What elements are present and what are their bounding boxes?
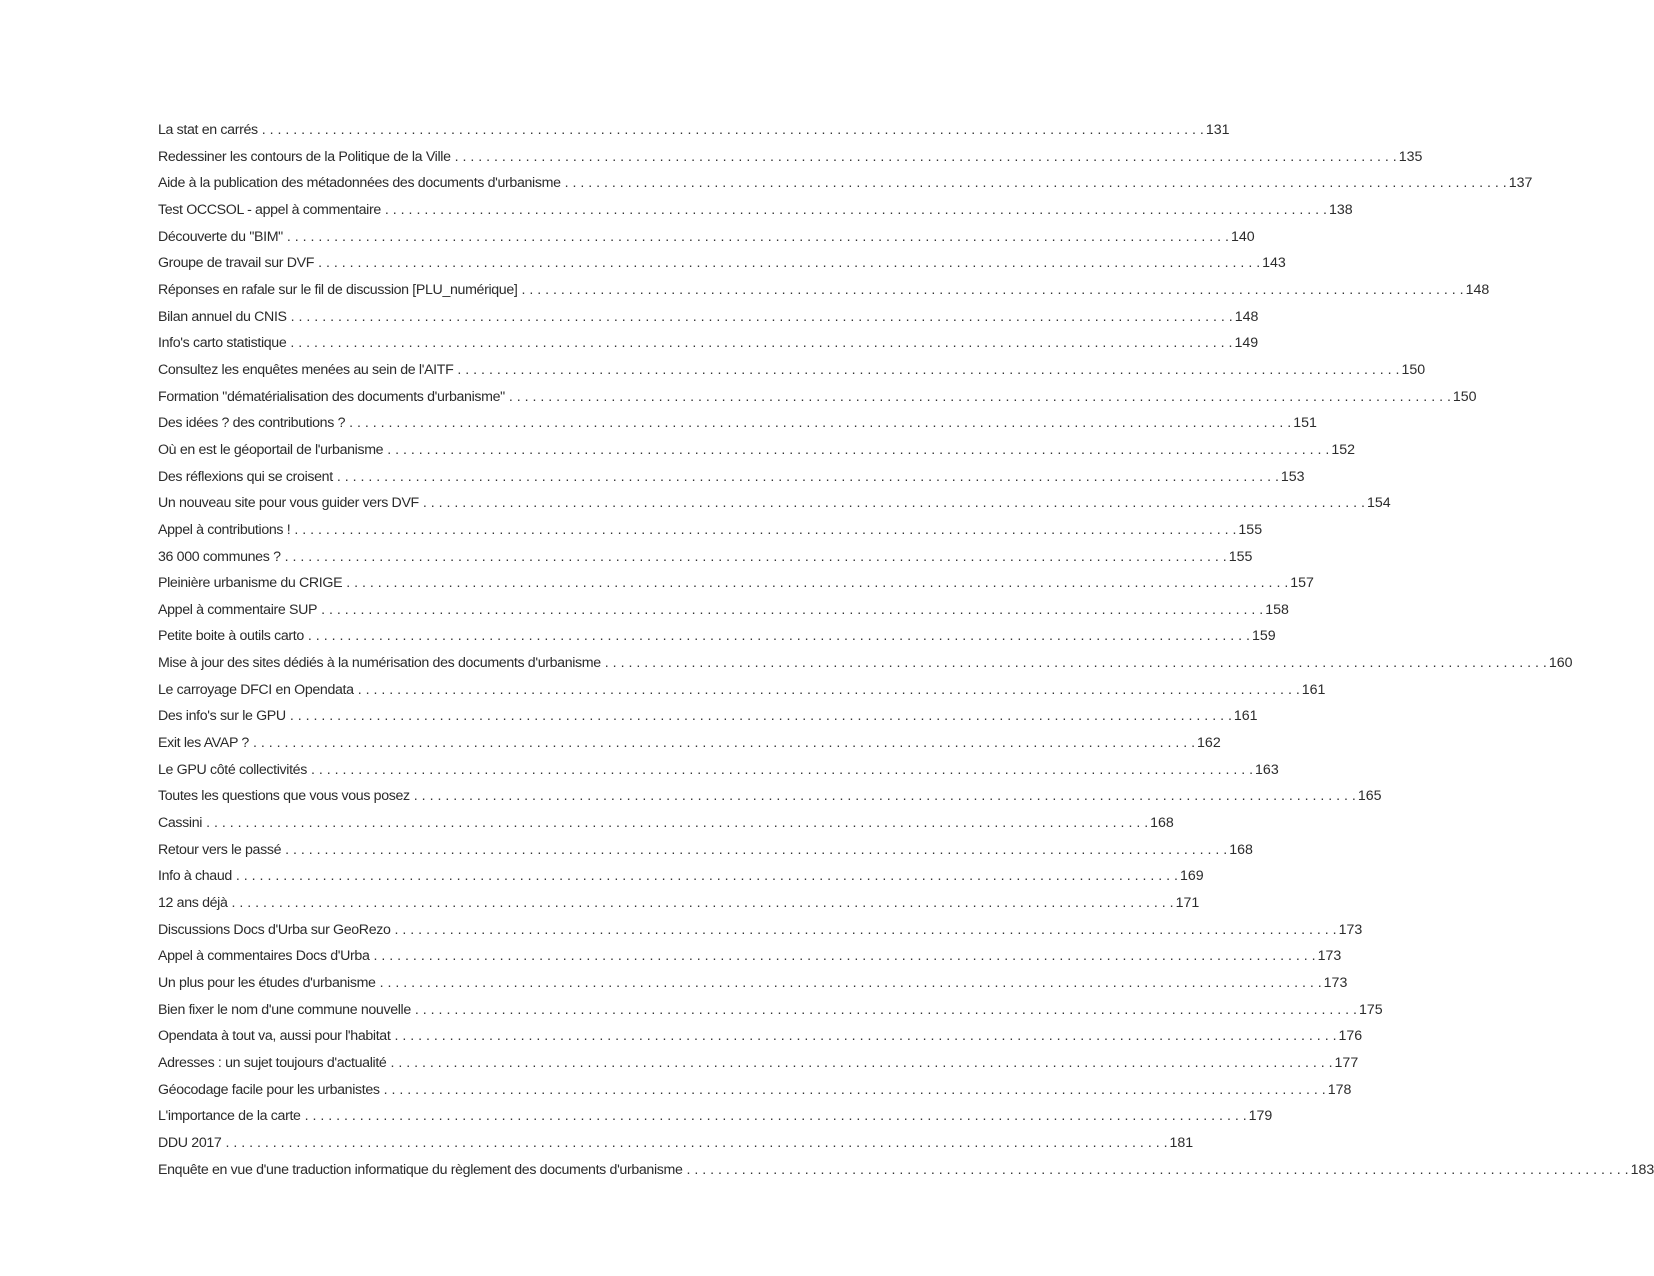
dot-leader: . . . . . . . . . . . . . . . . . . . . . . . . . . . . . . . . . . . . . . . . . . . . . . . . . . . . . . . . . . . . . . . . . . . . . . . . . . . . . . . . . . . . . . . . . . . . . . . . . . . . . . . . . . . . . . . . . . . . . . . . [346, 575, 1289, 592]
toc-entry[interactable] [158, 468, 1305, 496]
toc-entry-page-number: 157 [1290, 575, 1314, 592]
toc-entry[interactable] [158, 521, 1263, 549]
toc-entry-page-number: 171 [1175, 895, 1200, 912]
toc-entry-page-number: 181 [1169, 1134, 1194, 1151]
toc-entry[interactable] [158, 1054, 1359, 1082]
toc-entry-title: Groupe de travail sur DVF [158, 255, 315, 272]
toc-entry-page-number: 161 [1233, 708, 1258, 725]
toc-entry-title: 12 ans déjà [158, 895, 228, 912]
toc-entry[interactable] [158, 201, 1353, 229]
toc-entry[interactable] [158, 255, 1286, 282]
toc-entry-page-number: 160 [1548, 655, 1573, 672]
toc-entry-title: Consultez les enquêtes menées au sein de l'AITF [158, 361, 454, 378]
toc-entry-title: Réponses en rafale sur le fil de discussion [PLU_numérique] [158, 281, 518, 298]
toc-entry-page-number: 152 [1331, 441, 1355, 458]
toc-entry-title: Retour vers le passé [158, 841, 282, 858]
toc-entry-title: Discussions Docs d'Urba sur GeoRezo [158, 921, 391, 938]
toc-entry[interactable] [158, 601, 1289, 629]
dot-leader: . . . . . . . . . . . . . . . . . . . . . . . . . . . . . . . . . . . . . . . . . . . . . . . . . . . . . . . . . . . . . . . . . . . . . . . . . . . . . . . . . . . . . . . . . . . . . . . . . . . . . . . . . . . . . . . . . . . . . . . . [373, 948, 1316, 965]
toc-entry-title: Bilan annuel du CNIS [158, 308, 287, 325]
dot-leader: . . . . . . . . . . . . . . . . . . . . . . . . . . . . . . . . . . . . . . . . . . . . . . . . . . . . . . . . . . . . . . . . . . . . . . . . . . . . . . . . . . . . . . . . . . . . . . . . . . . . . . . . . . . . . . . . . . . . . . . . [285, 841, 1228, 858]
toc-entry-page-number: 135 [1398, 148, 1423, 165]
toc-entry-page-number: 155 [1238, 521, 1263, 538]
toc-entry[interactable] [158, 1161, 1654, 1189]
toc-entry-page-number: 177 [1334, 1054, 1359, 1071]
dot-leader: . . . . . . . . . . . . . . . . . . . . . . . . . . . . . . . . . . . . . . . . . . . . . . . . . . . . . . . . . . . . . . . . . . . . . . . . . . . . . . . . . . . . . . . . . . . . . . . . . . . . . . . . . . . . . . . . . . . . . . . . [336, 468, 1279, 485]
dot-leader: . . . . . . . . . . . . . . . . . . . . . . . . . . . . . . . . . . . . . . . . . . . . . . . . . . . . . . . . . . . . . . . . . . . . . . . . . . . . . . . . . . . . . . . . . . . . . . . . . . . . . . . . . . . . . . . . . . . . . . . . [387, 441, 1330, 458]
toc-entry-page-number: 143 [1262, 255, 1286, 272]
toc-entry-page-number: 137 [1508, 175, 1533, 192]
toc-entry-title: Enquête en vue d'une traduction informatique du règlement des documents d'urbanisme [158, 1161, 683, 1178]
toc-entry-title: Exit les AVAP ? [158, 735, 249, 752]
toc-entry-title: Opendata à tout va, aussi pour l'habitat [158, 1028, 391, 1045]
toc-entry[interactable] [158, 841, 1253, 869]
toc-entry-page-number: 148 [1465, 281, 1490, 298]
toc-entry-title: Le GPU côté collectivités [158, 761, 307, 778]
dot-leader: . . . . . . . . . . . . . . . . . . . . . . . . . . . . . . . . . . . . . . . . . . . . . . . . . . . . . . . . . . . . . . . . . . . . . . . . . . . . . . . . . . . . . . . . . . . . . . . . . . . . . . . . . . . . . . . . . . . . . . . . [206, 815, 1149, 832]
toc-entry[interactable] [158, 548, 1253, 576]
toc-entry-title: Test OCCSOL - appel à commentaire [158, 201, 381, 218]
toc-entry-page-number: 158 [1265, 601, 1289, 618]
toc-entry-title: Pleinière urbanisme du CRIGE [158, 575, 343, 592]
dot-leader: . . . . . . . . . . . . . . . . . . . . . . . . . . . . . . . . . . . . . . . . . . . . . . . . . . . . . . . . . . . . . . . . . . . . . . . . . . . . . . . . . . . . . . . . . . . . . . . . . . . . . . . . . . . . . . . . . . . . . . . . [394, 1028, 1337, 1045]
dot-leader: . . . . . . . . . . . . . . . . . . . . . . . . . . . . . . . . . . . . . . . . . . . . . . . . . . . . . . . . . . . . . . . . . . . . . . . . . . . . . . . . . . . . . . . . . . . . . . . . . . . . . . . . . . . . . . . . . . . . . . . . [286, 228, 1229, 245]
toc-entry-title: Géocodage facile pour les urbanistes [158, 1081, 380, 1098]
toc-entry[interactable] [158, 948, 1342, 975]
toc-entry[interactable] [158, 681, 1326, 709]
dot-leader: . . . . . . . . . . . . . . . . . . . . . . . . . . . . . . . . . . . . . . . . . . . . . . . . . . . . . . . . . . . . . . . . . . . . . . . . . . . . . . . . . . . . . . . . . . . . . . . . . . . . . . . . . . . . . . . . . . . . . . . . [290, 335, 1233, 352]
dot-leader: . . . . . . . . . . . . . . . . . . . . . . . . . . . . . . . . . . . . . . . . . . . . . . . . . . . . . . . . . . . . . . . . . . . . . . . . . . . . . . . . . . . . . . . . . . . . . . . . . . . . . . . . . . . . . . . . . . . . . . . . [454, 148, 1397, 165]
toc-entry[interactable] [158, 975, 1348, 1002]
dot-leader: . . . . . . . . . . . . . . . . . . . . . . . . . . . . . . . . . . . . . . . . . . . . . . . . . . . . . . . . . . . . . . . . . . . . . . . . . . . . . . . . . . . . . . . . . . . . . . . . . . . . . . . . . . . . . . . . . . . . . . . . [384, 201, 1327, 218]
dot-leader: . . . . . . . . . . . . . . . . . . . . . . . . . . . . . . . . . . . . . . . . . . . . . . . . . . . . . . . . . . . . . . . . . . . . . . . . . . . . . . . . . . . . . . . . . . . . . . . . . . . . . . . . . . . . . . . . . . . . . . . . [457, 361, 1400, 378]
dot-leader: . . . . . . . . . . . . . . . . . . . . . . . . . . . . . . . . . . . . . . . . . . . . . . . . . . . . . . . . . . . . . . . . . . . . . . . . . . . . . . . . . . . . . . . . . . . . . . . . . . . . . . . . . . . . . . . . . . . . . . . . [284, 548, 1227, 565]
toc-entry-page-number: 161 [1301, 681, 1326, 698]
dot-leader: . . . . . . . . . . . . . . . . . . . . . . . . . . . . . . . . . . . . . . . . . . . . . . . . . . . . . . . . . . . . . . . . . . . . . . . . . . . . . . . . . . . . . . . . . . . . . . . . . . . . . . . . . . . . . . . . . . . . . . . . [289, 708, 1232, 725]
toc-entry-page-number: 173 [1338, 921, 1363, 938]
toc-entry-title: Un plus pour les études d'urbanisme [158, 975, 376, 991]
toc-entry[interactable] [158, 628, 1276, 655]
toc-entry[interactable] [158, 148, 1423, 176]
dot-leader: . . . . . . . . . . . . . . . . . . . . . . . . . . . . . . . . . . . . . . . . . . . . . . . . . . . . . . . . . . . . . . . . . . . . . . . . . . . . . . . . . . . . . . . . . . . . . . . . . . . . . . . . . . . . . . . . . . . . . . . . [508, 388, 1451, 405]
dot-leader: . . . . . . . . . . . . . . . . . . . . . . . . . . . . . . . . . . . . . . . . . . . . . . . . . . . . . . . . . . . . . . . . . . . . . . . . . . . . . . . . . . . . . . . . . . . . . . . . . . . . . . . . . . . . . . . . . . . . . . . . [349, 415, 1292, 432]
toc-entry-title: Appel à commentaires Docs d'Urba [158, 948, 370, 965]
dot-leader: . . . . . . . . . . . . . . . . . . . . . . . . . . . . . . . . . . . . . . . . . . . . . . . . . . . . . . . . . . . . . . . . . . . . . . . . . . . . . . . . . . . . . . . . . . . . . . . . . . . . . . . . . . . . . . . . . . . . . . . . [686, 1161, 1629, 1178]
toc-entry-page-number: 176 [1338, 1028, 1363, 1045]
toc-entry[interactable] [158, 415, 1317, 442]
toc-entry-title: Le carroyage DFCI en Opendata [158, 681, 354, 698]
toc-entry[interactable] [158, 281, 1490, 309]
dot-leader: . . . . . . . . . . . . . . . . . . . . . . . . . . . . . . . . . . . . . . . . . . . . . . . . . . . . . . . . . . . . . . . . . . . . . . . . . . . . . . . . . . . . . . . . . . . . . . . . . . . . . . . . . . . . . . . . . . . . . . . . [414, 1001, 1357, 1018]
dot-leader: . . . . . . . . . . . . . . . . . . . . . . . . . . . . . . . . . . . . . . . . . . . . . . . . . . . . . . . . . . . . . . . . . . . . . . . . . . . . . . . . . . . . . . . . . . . . . . . . . . . . . . . . . . . . . . . . . . . . . . . . [231, 895, 1174, 912]
dot-leader: . . . . . . . . . . . . . . . . . . . . . . . . . . . . . . . . . . . . . . . . . . . . . . . . . . . . . . . . . . . . . . . . . . . . . . . . . . . . . . . . . . . . . . . . . . . . . . . . . . . . . . . . . . . . . . . . . . . . . . . . [235, 868, 1178, 885]
toc-entry-page-number: 163 [1255, 761, 1279, 778]
toc-entry[interactable] [158, 1028, 1363, 1055]
toc-entry-title: Info's carto statistique [158, 335, 287, 352]
dot-leader: . . . . . . . . . . . . . . . . . . . . . . . . . . . . . . . . . . . . . . . . . . . . . . . . . . . . . . . . . . . . . . . . . . . . . . . . . . . . . . . . . . . . . . . . . . . . . . . . . . . . . . . . . . . . . . . . . . . . . . . . [321, 601, 1264, 618]
toc-entry[interactable] [158, 735, 1221, 762]
toc-entry-page-number: 168 [1150, 815, 1174, 832]
dot-leader: . . . . . . . . . . . . . . . . . . . . . . . . . . . . . . . . . . . . . . . . . . . . . . . . . . . . . . . . . . . . . . . . . . . . . . . . . . . . . . . . . . . . . . . . . . . . . . . . . . . . . . . . . . . . . . . . . . . . . . . . [390, 1054, 1333, 1071]
toc-entry-title: Des info's sur le GPU [158, 708, 286, 725]
toc-entry-title: Mise à jour des sites dédiés à la numérisation des documents d'urbanisme [158, 655, 601, 672]
toc-entry[interactable] [158, 1108, 1273, 1135]
toc-entry[interactable] [158, 868, 1204, 895]
toc-entry-page-number: 178 [1327, 1081, 1352, 1098]
toc-entry[interactable] [158, 761, 1279, 789]
toc-entry[interactable] [158, 1001, 1383, 1029]
toc-entry-title: Redessiner les contours de la Politique de la Ville [158, 148, 451, 165]
toc-entry[interactable] [158, 1134, 1194, 1162]
toc-entry[interactable] [158, 1081, 1352, 1109]
toc-entry-title: Cassini [158, 815, 203, 832]
toc-entry-page-number: 153 [1280, 468, 1305, 485]
dot-leader: . . . . . . . . . . . . . . . . . . . . . . . . . . . . . . . . . . . . . . . . . . . . . . . . . . . . . . . . . . . . . . . . . . . . . . . . . . . . . . . . . . . . . . . . . . . . . . . . . . . . . . . . . . . . . . . . . . . . . . . . [310, 761, 1254, 778]
toc-entry-page-number: 138 [1328, 201, 1353, 218]
dot-leader: . . . . . . . . . . . . . . . . . . . . . . . . . . . . . . . . . . . . . . . . . . . . . . . . . . . . . . . . . . . . . . . . . . . . . . . . . . . . . . . . . . . . . . . . . . . . . . . . . . . . . . . . . . . . . . . . . . . . . . . . [604, 655, 1547, 672]
table-of-contents [158, 122, 1654, 1188]
toc-entry[interactable] [158, 228, 1255, 256]
toc-entry-page-number: 179 [1248, 1108, 1273, 1125]
toc-entry-title: Appel à contributions ! [158, 521, 291, 538]
toc-entry-page-number: 173 [1317, 948, 1342, 965]
toc-entry-title: Un nouveau site pour vous guider vers DVF [158, 495, 419, 512]
toc-entry-title: Aide à la publication des métadonnées des documents d'urbanisme [158, 175, 561, 192]
toc-entry-title: 36 000 communes ? [158, 548, 281, 565]
dot-leader: . . . . . . . . . . . . . . . . . . . . . . . . . . . . . . . . . . . . . . . . . . . . . . . . . . . . . . . . . . . . . . . . . . . . . . . . . . . . . . . . . . . . . . . . . . . . . . . . . . . . . . . . . . . . . . . . . . . . . . . . [383, 1081, 1326, 1098]
toc-entry[interactable] [158, 335, 1259, 362]
toc-entry[interactable] [158, 495, 1391, 522]
toc-entry-page-number: 151 [1293, 415, 1317, 432]
toc-entry-page-number: 169 [1179, 868, 1204, 885]
toc-entry-page-number: 183 [1630, 1161, 1654, 1178]
toc-entry-page-number: 168 [1229, 841, 1253, 858]
toc-entry-title: Info à chaud [158, 868, 232, 885]
toc-entry[interactable] [158, 388, 1477, 416]
toc-entry-title: Des idées ? des contributions ? [158, 415, 346, 432]
toc-entry-page-number: 149 [1234, 335, 1259, 352]
toc-entry[interactable] [158, 655, 1573, 682]
toc-entry-title: Adresses : un sujet toujours d'actualité [158, 1054, 387, 1071]
dot-leader: . . . . . . . . . . . . . . . . . . . . . . . . . . . . . . . . . . . . . . . . . . . . . . . . . . . . . . . . . . . . . . . . . . . . . . . . . . . . . . . . . . . . . . . . . . . . . . . . . . . . . . . . . . . . . . . . . . . . . . . . [413, 788, 1356, 805]
toc-entry-page-number: 173 [1323, 975, 1348, 991]
toc-entry-page-number: 150 [1401, 361, 1426, 378]
toc-entry-title: DDU 2017 [158, 1134, 222, 1151]
toc-entry[interactable] [158, 175, 1533, 202]
toc-entry-title: Des réflexions qui se croisent [158, 468, 333, 485]
toc-entry[interactable] [158, 122, 1230, 149]
toc-entry-page-number: 131 [1205, 122, 1230, 138]
toc-entry[interactable] [158, 895, 1200, 922]
dot-leader: . . . . . . . . . . . . . . . . . . . . . . . . . . . . . . . . . . . . . . . . . . . . . . . . . . . . . . . . . . . . . . . . . . . . . . . . . . . . . . . . . . . . . . . . . . . . . . . . . . . . . . . . . . . . . . . . . . . . . . . . [318, 255, 1261, 272]
dot-leader: . . . . . . . . . . . . . . . . . . . . . . . . . . . . . . . . . . . . . . . . . . . . . . . . . . . . . . . . . . . . . . . . . . . . . . . . . . . . . . . . . . . . . . . . . . . . . . . . . . . . . . . . . . . . . . . . . . . . . . . . [521, 281, 1464, 298]
dot-leader: . . . . . . . . . . . . . . . . . . . . . . . . . . . . . . . . . . . . . . . . . . . . . . . . . . . . . . . . . . . . . . . . . . . . . . . . . . . . . . . . . . . . . . . . . . . . . . . . . . . . . . . . . . . . . . . . . . . . . . . . [304, 1108, 1247, 1125]
toc-entry[interactable] [158, 575, 1314, 602]
toc-entry-page-number: 155 [1228, 548, 1253, 565]
dot-leader: . . . . . . . . . . . . . . . . . . . . . . . . . . . . . . . . . . . . . . . . . . . . . . . . . . . . . . . . . . . . . . . . . . . . . . . . . . . . . . . . . . . . . . . . . . . . . . . . . . . . . . . . . . . . . . . . . . . . . . . . [564, 175, 1507, 192]
toc-entry[interactable] [158, 308, 1259, 336]
toc-entry-title: Découverte du "BIM" [158, 228, 283, 245]
toc-entry[interactable] [158, 441, 1355, 469]
toc-entry-page-number: 162 [1197, 735, 1221, 752]
dot-leader: . . . . . . . . . . . . . . . . . . . . . . . . . . . . . . . . . . . . . . . . . . . . . . . . . . . . . . . . . . . . . . . . . . . . . . . . . . . . . . . . . . . . . . . . . . . . . . . . . . . . . . . . . . . . . . . . . . . . . . . . [422, 495, 1365, 512]
dot-leader: . . . . . . . . . . . . . . . . . . . . . . . . . . . . . . . . . . . . . . . . . . . . . . . . . . . . . . . . . . . . . . . . . . . . . . . . . . . . . . . . . . . . . . . . . . . . . . . . . . . . . . . . . . . . . . . . . . . . . . . . [294, 521, 1237, 538]
toc-entry-title: Où en est le géoportail de l'urbanisme [158, 441, 384, 458]
toc-entry-title: Bien fixer le nom d'une commune nouvelle [158, 1001, 411, 1018]
toc-entry-page-number: 148 [1234, 308, 1259, 325]
dot-leader: . . . . . . . . . . . . . . . . . . . . . . . . . . . . . . . . . . . . . . . . . . . . . . . . . . . . . . . . . . . . . . . . . . . . . . . . . . . . . . . . . . . . . . . . . . . . . . . . . . . . . . . . . . . . . . . . . . . . . . . . [261, 122, 1204, 138]
dot-leader: . . . . . . . . . . . . . . . . . . . . . . . . . . . . . . . . . . . . . . . . . . . . . . . . . . . . . . . . . . . . . . . . . . . . . . . . . . . . . . . . . . . . . . . . . . . . . . . . . . . . . . . . . . . . . . . . . . . . . . . . [394, 921, 1337, 938]
dot-leader: . . . . . . . . . . . . . . . . . . . . . . . . . . . . . . . . . . . . . . . . . . . . . . . . . . . . . . . . . . . . . . . . . . . . . . . . . . . . . . . . . . . . . . . . . . . . . . . . . . . . . . . . . . . . . . . . . . . . . . . . [379, 975, 1322, 991]
toc-entry[interactable] [158, 361, 1426, 389]
toc-entry-title: Appel à commentaire SUP [158, 601, 318, 618]
toc-entry-page-number: 175 [1358, 1001, 1383, 1018]
toc-entry-title: Toutes les questions que vous vous posez [158, 788, 410, 805]
toc-entry-title: Formation "dématérialisation des documents d'urbanisme" [158, 388, 505, 405]
toc-entry[interactable] [158, 708, 1258, 735]
toc-entry-page-number: 159 [1252, 628, 1276, 645]
dot-leader: . . . . . . . . . . . . . . . . . . . . . . . . . . . . . . . . . . . . . . . . . . . . . . . . . . . . . . . . . . . . . . . . . . . . . . . . . . . . . . . . . . . . . . . . . . . . . . . . . . . . . . . . . . . . . . . . . . . . . . . . [252, 735, 1196, 752]
toc-entry[interactable] [158, 921, 1363, 949]
toc-entry-page-number: 140 [1230, 228, 1255, 245]
toc-entry-page-number: 154 [1366, 495, 1391, 512]
dot-leader: . . . . . . . . . . . . . . . . . . . . . . . . . . . . . . . . . . . . . . . . . . . . . . . . . . . . . . . . . . . . . . . . . . . . . . . . . . . . . . . . . . . . . . . . . . . . . . . . . . . . . . . . . . . . . . . . . . . . . . . . [307, 628, 1250, 645]
toc-entry-title: L'importance de la carte [158, 1108, 301, 1125]
dot-leader: . . . . . . . . . . . . . . . . . . . . . . . . . . . . . . . . . . . . . . . . . . . . . . . . . . . . . . . . . . . . . . . . . . . . . . . . . . . . . . . . . . . . . . . . . . . . . . . . . . . . . . . . . . . . . . . . . . . . . . . . [225, 1134, 1168, 1151]
toc-entry-page-number: 150 [1452, 388, 1477, 405]
toc-entry-page-number: 165 [1357, 788, 1382, 805]
dot-leader: . . . . . . . . . . . . . . . . . . . . . . . . . . . . . . . . . . . . . . . . . . . . . . . . . . . . . . . . . . . . . . . . . . . . . . . . . . . . . . . . . . . . . . . . . . . . . . . . . . . . . . . . . . . . . . . . . . . . . . . . [357, 681, 1300, 698]
dot-leader: . . . . . . . . . . . . . . . . . . . . . . . . . . . . . . . . . . . . . . . . . . . . . . . . . . . . . . . . . . . . . . . . . . . . . . . . . . . . . . . . . . . . . . . . . . . . . . . . . . . . . . . . . . . . . . . . . . . . . . . . [290, 308, 1233, 325]
toc-entry[interactable] [158, 815, 1174, 842]
toc-entry-title: La stat en carrés [158, 122, 258, 138]
toc-entry-title: Petite boite à outils carto [158, 628, 304, 645]
toc-entry[interactable] [158, 788, 1382, 815]
